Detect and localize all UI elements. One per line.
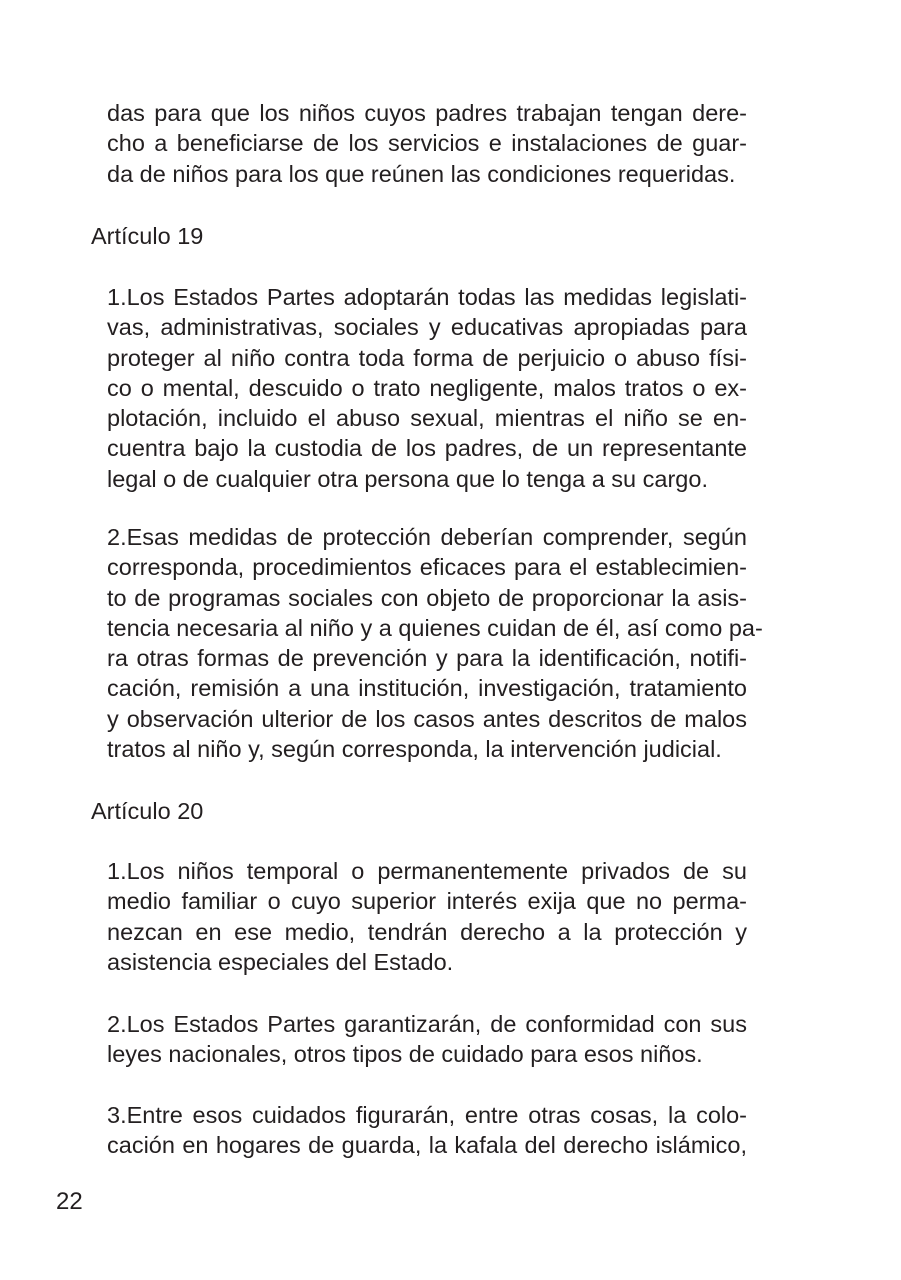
text-line: 3.Entre esos cuidados figurarán, entre otras cosas, la colo- (107, 1102, 747, 1128)
text-line: cuentra bajo la custodia de los padres, de un representante (107, 435, 747, 462)
intro-paragraph (107, 98, 747, 189)
text-line: plotación, incluido el abuso sexual, mientras el niño se en- (107, 405, 747, 432)
text-line: cación en hogares de guarda, la kafala del derecho islámico, (107, 1132, 747, 1159)
text-line: 2.Los Estados Partes garantizarán, de conformidad con sus (107, 1011, 747, 1037)
text-line: ra otras formas de prevención y para la identificación, notifi- (107, 645, 747, 672)
text-line: cho a beneficiarse de los servicios e instalaciones de guar- (107, 130, 747, 157)
text-line: 2.Esas medidas de protección deberían comprender, según (107, 524, 747, 550)
text-line: 1.Los niños temporal o permanentemente privados de su (107, 858, 747, 884)
text-line: tratos al niño y, según corresponda, la intervención judicial. (107, 736, 722, 763)
text-line: medio familiar o cuyo superior interés exija que no perma- (107, 888, 747, 915)
text-line: proteger al niño contra toda forma de perjuicio o abuso físi- (107, 344, 747, 371)
article-19-heading: Artículo 19 (91, 223, 204, 249)
article-20-paragraph-1 (107, 856, 747, 977)
page-number: 22 (56, 1188, 83, 1215)
text-line: 1.Los Estados Partes adoptarán todas las medidas legislati- (107, 284, 747, 310)
text-line: to de programas sociales con objeto de proporcionar la asis- (107, 584, 747, 611)
text-line: y observación ulterior de los casos antes descritos de malos (107, 705, 747, 732)
article-20-paragraph-3 (107, 1100, 747, 1161)
text-line: corresponda, procedimientos eficaces para el establecimien- (107, 554, 747, 581)
text-line: asistencia especiales del Estado. (107, 948, 454, 975)
text-line: da de niños para los que reúnen las condiciones requeridas. (107, 160, 736, 187)
text-line: das para que los niños cuyos padres trabajan tengan dere- (107, 100, 747, 126)
text-line: leyes nacionales, otros tipos de cuidado para esos niños. (107, 1041, 703, 1068)
article-20-paragraph-2 (107, 1009, 747, 1070)
text-line: vas, administrativas, sociales y educativas apropiadas para (107, 314, 747, 341)
article-20-heading: Artículo 20 (91, 798, 204, 824)
text-line: cación, remisión a una institución, investigación, tratamiento (107, 675, 747, 702)
text-line: legal o de cualquier otra persona que lo tenga a su cargo. (107, 465, 708, 492)
text-line: co o mental, descuido o trato negligente, malos tratos o ex- (107, 374, 747, 401)
article-19-paragraph-1 (107, 282, 747, 494)
article-19-paragraph-2 (107, 522, 763, 764)
text-line: tencia necesaria al niño y a quienes cuidan de él, así como pa- (107, 614, 763, 641)
text-line: nezcan en ese medio, tendrán derecho a la protección y (107, 918, 747, 945)
